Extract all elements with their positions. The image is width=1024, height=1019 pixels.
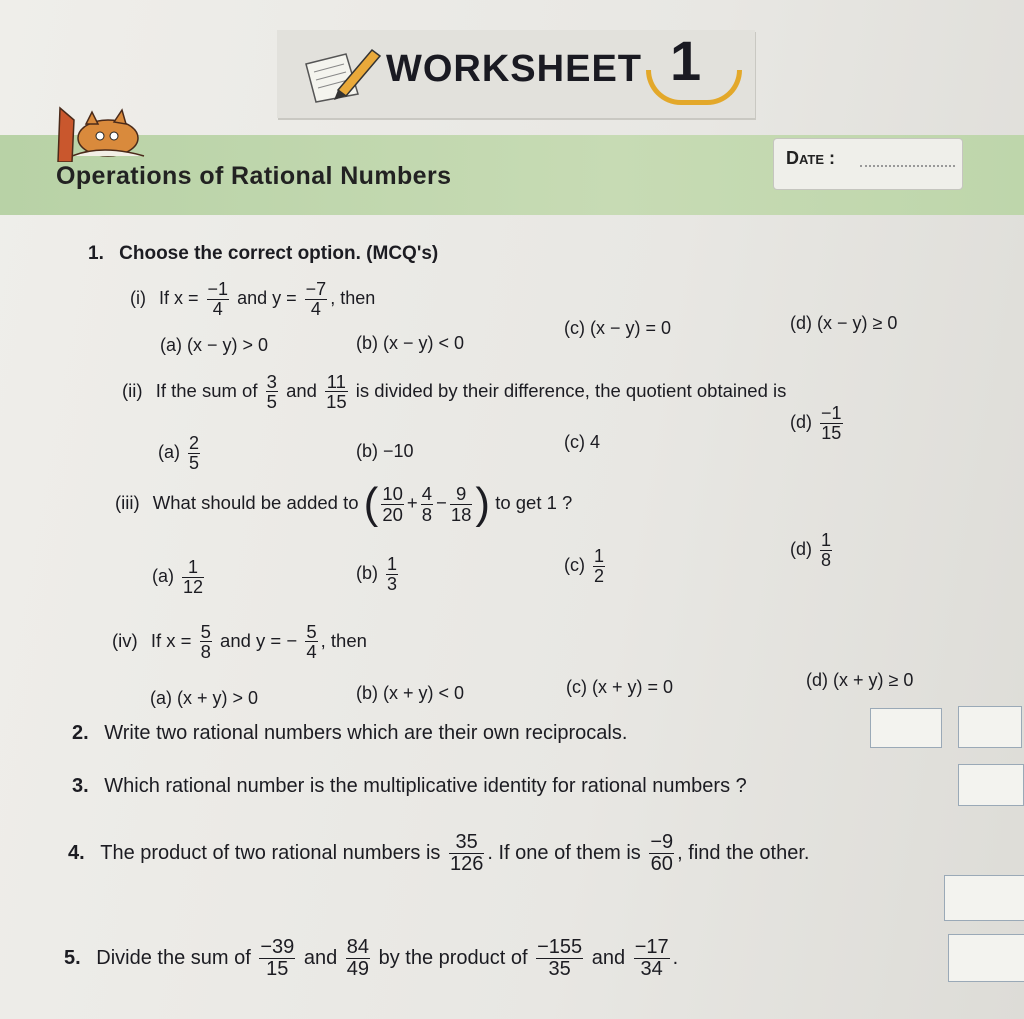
fraction: $\frac{1}{8}$ bbox=[821, 530, 832, 570]
question-number: 1. bbox=[88, 243, 104, 264]
mcq-ii-stem bbox=[122, 372, 786, 412]
fraction: $\frac{5}{4}$ bbox=[306, 621, 317, 663]
topic-title: Operations of Rational Numbers bbox=[56, 162, 452, 190]
stem-text: , then bbox=[320, 629, 367, 651]
fraction: $\frac{11}{15}$ bbox=[326, 371, 347, 413]
option-a[interactable]: (a) (x − y) > 0 bbox=[160, 335, 269, 355]
question-number: 5. bbox=[64, 946, 81, 969]
sub-number: (iv) bbox=[112, 629, 138, 651]
worksheet-number: 1 bbox=[670, 29, 702, 92]
fraction: $\frac{-1}{15}$ bbox=[821, 403, 842, 443]
option-a[interactable]: (a) $\frac{1}{12}$ bbox=[152, 557, 204, 597]
stem-text: What should be added to bbox=[152, 491, 359, 513]
stem-text: and y = bbox=[237, 288, 297, 309]
fraction: $\frac{1}{2}$ bbox=[594, 546, 605, 586]
fraction: $\frac{84}{49}$ bbox=[346, 936, 370, 980]
stem-text: If x = bbox=[150, 629, 192, 651]
fraction: $\frac{10}{20}$ bbox=[382, 483, 403, 525]
fraction: $\frac{-7}{4}$ bbox=[305, 279, 327, 319]
date-label: Date : bbox=[786, 148, 836, 168]
question-text: Choose the correct option. (MCQ's) bbox=[119, 243, 439, 264]
stem-text: and bbox=[286, 379, 317, 401]
question-number: 3. bbox=[72, 775, 89, 797]
question-text: . bbox=[672, 946, 679, 969]
pencil-paper-icon bbox=[300, 44, 382, 106]
right-paren: ) bbox=[475, 479, 491, 528]
answer-box[interactable] bbox=[944, 875, 1024, 921]
question-4 bbox=[68, 832, 809, 875]
question-number: 2. bbox=[72, 722, 89, 744]
mcq-iii-stem bbox=[115, 479, 573, 528]
fraction: $\frac{-39}{15}$ bbox=[260, 936, 295, 980]
answer-box[interactable] bbox=[870, 708, 942, 748]
fraction: $\frac{-155}{35}$ bbox=[537, 936, 583, 980]
option-b[interactable]: (b) $\frac{1}{3}$ bbox=[356, 554, 398, 594]
fraction: $\frac{35}{126}$ bbox=[449, 831, 484, 875]
sub-number: (iii) bbox=[115, 491, 140, 513]
mcq-iv-stem bbox=[112, 622, 367, 662]
question-text: Divide the sum of bbox=[96, 946, 251, 969]
fraction: $\frac{1}{3}$ bbox=[387, 554, 398, 594]
fraction: $\frac{3}{5}$ bbox=[266, 371, 277, 413]
option-b[interactable]: (b) (x + y) < 0 bbox=[356, 683, 465, 703]
fraction: $\frac{5}{8}$ bbox=[200, 621, 211, 663]
fraction: $\frac{-1}{4}$ bbox=[207, 279, 229, 319]
stem-text: to get 1 ? bbox=[495, 491, 573, 513]
option-c[interactable]: (c) (x − y) = 0 bbox=[564, 318, 672, 338]
option-a[interactable]: (a) $\frac{2}{5}$ bbox=[158, 433, 200, 473]
question-text: by the product of bbox=[378, 946, 528, 969]
sub-number: (ii) bbox=[122, 379, 143, 401]
question-text: and bbox=[303, 946, 338, 969]
fraction: $\frac{1}{12}$ bbox=[183, 557, 204, 597]
option-d[interactable]: (d) $\frac{1}{8}$ bbox=[790, 530, 832, 570]
mcq-i-stem bbox=[130, 280, 375, 319]
option-b[interactable]: (b) −10 bbox=[356, 441, 414, 461]
fraction: $\frac{9}{18}$ bbox=[450, 483, 472, 525]
option-d[interactable]: (d) $\frac{-1}{15}$ bbox=[790, 403, 842, 443]
fraction: $\frac{-9}{60}$ bbox=[650, 831, 674, 875]
stem-text: If x = bbox=[159, 288, 199, 309]
question-5 bbox=[64, 937, 678, 980]
fraction: $\frac{2}{5}$ bbox=[189, 433, 200, 473]
question-2 bbox=[72, 722, 627, 745]
question-text: and bbox=[591, 946, 626, 969]
option-c[interactable]: (c) (x + y) = 0 bbox=[566, 677, 674, 697]
option-b[interactable]: (b) (x − y) < 0 bbox=[356, 333, 465, 353]
question-3 bbox=[72, 775, 747, 798]
cat-mascot-icon bbox=[52, 100, 148, 162]
stem-text: and y = − bbox=[220, 629, 298, 651]
option-c[interactable]: (c) $\frac{1}{2}$ bbox=[564, 546, 605, 586]
date-fill-line bbox=[860, 165, 955, 167]
sub-number: (i) bbox=[130, 288, 146, 309]
answer-box[interactable] bbox=[958, 764, 1024, 806]
fraction: $\frac{4}{8}$ bbox=[421, 483, 432, 525]
option-d[interactable]: (d) (x + y) ≥ 0 bbox=[806, 670, 914, 690]
question-number: 4. bbox=[68, 841, 85, 864]
left-paren: ( bbox=[363, 479, 379, 528]
stem-text: , then bbox=[330, 288, 376, 309]
question-text: Write two rational numbers which are their own reciprocals. bbox=[104, 722, 628, 744]
worksheet-title: WORKSHEET bbox=[386, 48, 642, 90]
answer-box[interactable] bbox=[958, 706, 1022, 748]
question-text: Which rational number is the multiplicative identity for rational numbers ? bbox=[104, 775, 747, 797]
stem-text: is divided by their difference, the quotient obtained is bbox=[355, 379, 787, 401]
question-text: The product of two rational numbers is bbox=[100, 841, 441, 864]
operator: + bbox=[406, 491, 418, 513]
question-text: , find the other. bbox=[677, 841, 810, 864]
fraction: $\frac{-17}{34}$ bbox=[634, 936, 669, 980]
option-c[interactable]: (c) 4 bbox=[564, 432, 600, 452]
operator: − bbox=[436, 491, 447, 513]
question-text: . If one of them is bbox=[487, 841, 641, 864]
question-1 bbox=[88, 243, 438, 265]
option-d[interactable]: (d) (x − y) ≥ 0 bbox=[790, 313, 898, 333]
answer-box[interactable] bbox=[948, 934, 1024, 982]
option-a[interactable]: (a) (x + y) > 0 bbox=[150, 688, 259, 708]
stem-text: If the sum of bbox=[155, 379, 258, 401]
